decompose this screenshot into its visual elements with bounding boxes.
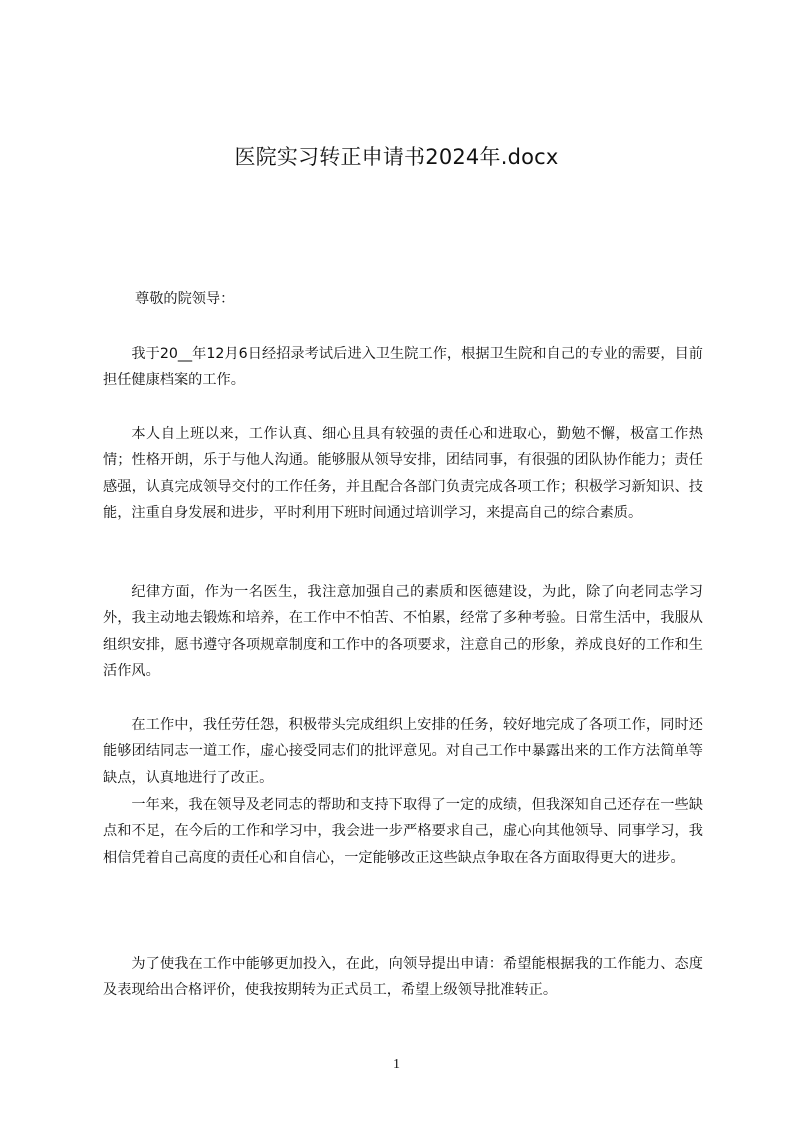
paragraph-4	[103, 712, 703, 791]
paragraph-text: 纪律方面，作为一名医生，我注意加强自己的素质和医德建设，为此，除了向老同志学习外，我主动地去锻炼和培养，在工作中不怕苦、不怕累，经常了多种考验。日常生活中，我服从组织安排，愿书遵守各项规章制度和工作中的各项要求，注意自己的形象，养成良好的工作和生活作风。	[103, 584, 703, 680]
paragraph-2	[103, 421, 703, 527]
page-number: 1	[393, 1057, 400, 1072]
salutation: 尊敬的院领导：	[135, 291, 235, 307]
paragraph-text: 我于20__年12月6日经招录考试后进入卫生院工作，根据卫生院和自己的专业的需要，目前担任健康档案的工作。	[103, 346, 703, 389]
paragraph-text: 为了使我在工作中能够更加投入，在此，向领导提出申请：希望能根据我的工作能力、态度及表现给出合格评价，使我按期转为正式员工，希望上级领导批准转正。	[103, 956, 703, 999]
paragraph-3	[103, 579, 703, 685]
paragraph-text: 在工作中，我任劳任怨，积极带头完成组织上安排的任务，较好地完成了各项工作，同时还能够团结同志一道工作，虚心接受同志们的批评意见。对自己工作中暴露出来的工作方法简单等缺点，认真地进行了改正。	[103, 717, 703, 786]
paragraph-1	[103, 341, 703, 394]
paragraph-text: 本人自上班以来，工作认真、细心且具有较强的责任心和进取心，勤勉不懈，极富工作热情；性格开朗，乐于与他人沟通。能够服从领导安排，团结同事，有很强的团队协作能力；责任感强，认真完成领导交付的工作任务，并且配合各部门负责完成各项工作；积极学习新知识、技能，注重自身发展和进步，平时利用下班时间通过培训学习，来提高自己的综合素质。	[103, 426, 703, 522]
paragraph-6	[103, 951, 703, 1004]
paragraph-5	[103, 792, 703, 871]
document-title: 医院实习转正申请书2024年.docx	[234, 145, 559, 169]
paragraph-text: 一年来，我在领导及老同志的帮助和支持下取得了一定的成绩，但我深知自己还存在一些缺点和不足，在今后的工作和学习中，我会进一步严格要求自己，虚心向其他领导、同事学习，我相信凭着自己高度的责任心和自信心，一定能够改正这些缺点争取在各方面取得更大的进步。	[103, 797, 703, 866]
